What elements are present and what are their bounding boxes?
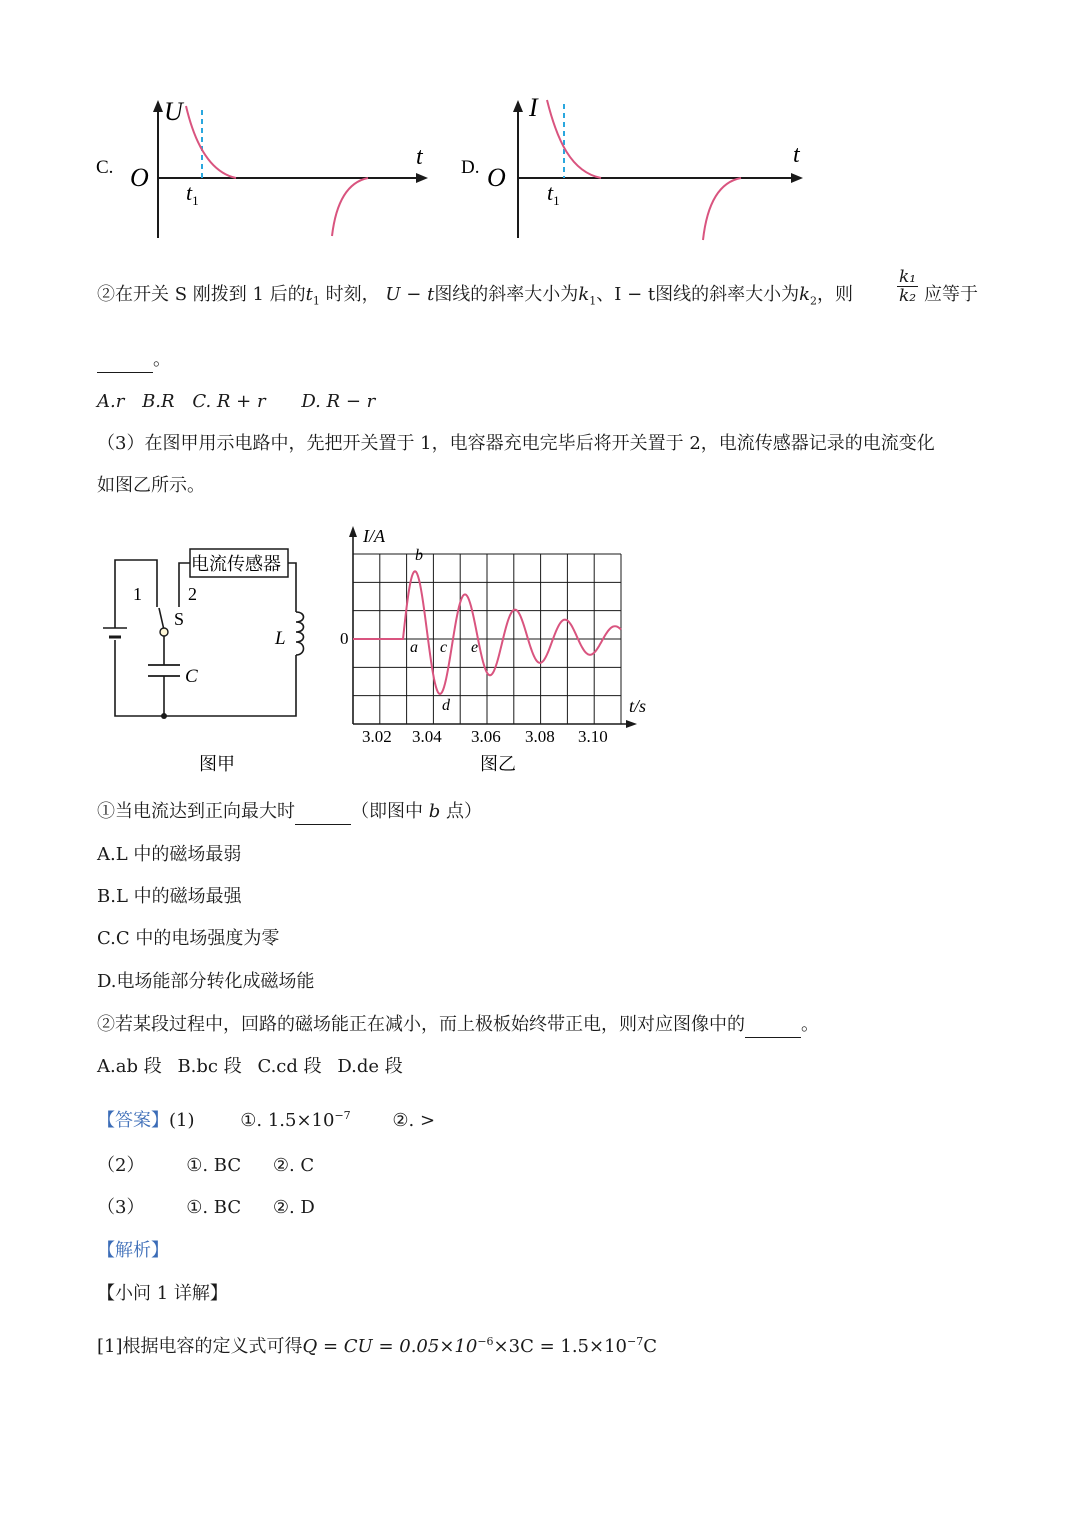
chart-x-tick-label: 3.08 (525, 727, 555, 746)
chart-x-tick-label: 3.04 (412, 727, 442, 746)
answer-row2-a1: ①. BC (186, 1155, 242, 1176)
graph-d-x-arrow (791, 173, 803, 183)
answer-row3-a1: ①. BC (186, 1197, 242, 1218)
q3-part2-option-d: D.de 段 (337, 1056, 403, 1077)
graph-d-curve-negative (703, 178, 741, 240)
graph-c (90, 90, 440, 250)
q3-part1-option-d: D.电场能部分转化成磁场能 (97, 971, 315, 992)
answer-row1-a1-exp: −7 (334, 1109, 351, 1122)
answer-row1-a2: ②. > (392, 1110, 436, 1131)
answer-row-2 (97, 1154, 314, 1178)
q2-answer-end: 。 (153, 349, 171, 370)
graph-c-y-arrow (153, 100, 163, 112)
q2-part2-mid1: 时刻， (325, 284, 380, 305)
q2-option-a: A.r (97, 391, 125, 412)
chart-point-label-a: a (410, 639, 418, 656)
q2-part2-it: I − t (614, 284, 656, 305)
chart-x-label: t/s (629, 696, 647, 716)
formula-exp2: −7 (627, 1335, 644, 1348)
chart-point-label-e: e (471, 639, 479, 656)
graph-c-option: C. (96, 157, 114, 178)
circuit-caption: 图甲 (199, 754, 235, 774)
current-sensor-label: 电流传感器 (191, 554, 281, 574)
q3-part1-end: 点） (446, 801, 482, 822)
graph-c-x-label: t (416, 144, 423, 170)
q2-part2-t: t (305, 284, 313, 305)
graph-c-x-arrow (416, 173, 428, 183)
answer-row1-a1: ①. 1.5×10 (240, 1110, 335, 1131)
answer-row-1 (97, 1104, 435, 1133)
q2-part2-k2-sub: 2 (810, 294, 818, 308)
chart-point-label-c: c (440, 639, 448, 656)
q2-option-d: D. R − r (301, 391, 376, 412)
chart-y-label: I/A (363, 526, 385, 546)
graph-c-origin: O (130, 163, 149, 192)
q2-fraction (897, 268, 918, 305)
q2-option-b: B.R (142, 391, 175, 412)
q3-part2-options (97, 1055, 403, 1079)
graph-d-curve-positive (547, 100, 601, 178)
graph-d-origin: O (487, 163, 506, 192)
inductor-label: L (275, 628, 286, 649)
graph-c-curve-positive (186, 106, 236, 178)
formula-mid: ×3C = 1.5×10 (493, 1336, 627, 1357)
chart-y-arrow (349, 526, 357, 537)
q3-part1-option-a: A.L 中的磁场最弱 (97, 844, 242, 865)
switch-label-1: 1 (133, 584, 142, 604)
q2-answer-blank[interactable] (97, 348, 153, 373)
chart-zero-label: 0 (340, 629, 349, 648)
q3-part1-suffix: （即图中 (351, 801, 423, 822)
chart-point-label-d: d (442, 697, 450, 714)
graph-c-tick: $t_1$ (186, 180, 199, 208)
graph-d (455, 90, 815, 250)
wire-bottom (115, 640, 296, 716)
graph-d-y-label: I (529, 93, 538, 122)
q3-part2-option-a: A.ab 段 (97, 1056, 162, 1077)
formula-exp1: −6 (477, 1335, 494, 1348)
answer-tag: 【答案】 (97, 1110, 169, 1131)
graph-d-y-arrow (513, 100, 523, 112)
q3-part2-line (97, 1013, 819, 1038)
chart-x-arrow (626, 720, 637, 728)
inductor-coil (296, 612, 304, 655)
junction-dot (161, 713, 167, 719)
graph-d-option: D. (461, 157, 480, 178)
current-chart (325, 520, 665, 780)
switch-pivot (160, 628, 168, 636)
q2-option-c: C. R + r (192, 391, 266, 412)
formula-prefix: [1]根据电容的定义式可得 (97, 1336, 303, 1357)
q3-part1-blank[interactable] (295, 800, 351, 825)
chart-x-tick-label: 3.02 (362, 727, 392, 746)
q3-part2-end: 。 (801, 1014, 819, 1035)
q2-part2-k2: k (799, 284, 811, 305)
answer-row2-a2: ②. C (272, 1155, 315, 1176)
q2-options (97, 390, 375, 414)
q2-fraction-numerator: k₁ (899, 267, 917, 287)
analysis-tag: 【解析】 (97, 1240, 169, 1261)
formula-line (97, 1330, 657, 1359)
switch-label-s: S (174, 609, 185, 629)
circuit-diagram (95, 540, 315, 780)
sub-question-1-tag: 【小问 1 详解】 (97, 1283, 228, 1304)
q3-part1-option-c: C.C 中的电场强度为零 (97, 928, 280, 949)
q2-part2-k1: k (578, 284, 590, 305)
graph-c-curve-negative (332, 178, 368, 236)
capacitor-label: C (185, 666, 198, 687)
answer-row3-a2: ②. D (272, 1197, 315, 1218)
graph-c-y-label: U (164, 97, 183, 126)
chart-point-label-b: b (415, 547, 423, 564)
q2-part2-ut: U − t (385, 284, 435, 305)
q2-part2-t-sub: 1 (312, 294, 320, 308)
q3-part2-option-c: C.cd 段 (257, 1056, 322, 1077)
answer-row3-label: （3） (97, 1197, 145, 1218)
q3-part2-option-b: B.bc 段 (177, 1056, 242, 1077)
q3-part1-line (97, 800, 482, 825)
q2-part2-mid2: 图线的斜率大小为 (434, 284, 579, 305)
q3-part2-text: ②若某段过程中，回路的磁场能正在减小，而上极板始终带正电，则对应图像中的 (97, 1014, 745, 1035)
q3-part1-prefix: ①当电流达到正向最大时 (97, 801, 295, 822)
formula-unit: C (643, 1336, 657, 1357)
q3-part2-blank[interactable] (745, 1013, 801, 1038)
q3-part1-option-b: B.L 中的磁场最强 (97, 886, 242, 907)
answer-row-3 (97, 1196, 315, 1220)
answer-row1-label: (1) (169, 1110, 195, 1131)
q2-answer-line (97, 348, 171, 373)
q2-fraction-denominator: k₂ (899, 286, 917, 306)
switch-label-2: 2 (188, 584, 197, 604)
switch-blade (159, 608, 164, 630)
q2-part2-suffix: 应等于 (924, 284, 978, 305)
q2-part2-k1-sub: 1 (589, 294, 597, 308)
chart-x-tick-label: 3.06 (471, 727, 501, 746)
q2-part2-mid3: 图线的斜率大小为 (655, 284, 800, 305)
chart-tick-labels (362, 727, 608, 746)
answer-row2-label: （2） (97, 1155, 145, 1176)
chart-x-tick-label: 3.10 (578, 727, 608, 746)
q3-intro-line1: （3）在图甲用示电路中，先把开关置于 1，电容器充电完毕后将开关置于 2，电流传感器记录的电流变化 (97, 433, 935, 454)
chart-caption: 图乙 (480, 754, 516, 774)
wire-sensor-to-inductor (288, 563, 296, 612)
q2-part2-sep: 、 (596, 284, 615, 305)
q2-part2-prefix: ②在开关 S 刚拨到 1 后的 (97, 284, 306, 305)
graph-d-x-label: t (793, 142, 800, 168)
q3-intro-line2: 如图乙所示。 (97, 475, 205, 496)
formula-expression: Q = CU = 0.05×10 (302, 1336, 478, 1357)
q2-part2-line (97, 283, 853, 314)
q3-part1-b: b (428, 801, 441, 822)
q2-part2-mid4: ，则 (817, 284, 854, 305)
graph-d-tick: $t_1$ (547, 180, 560, 208)
